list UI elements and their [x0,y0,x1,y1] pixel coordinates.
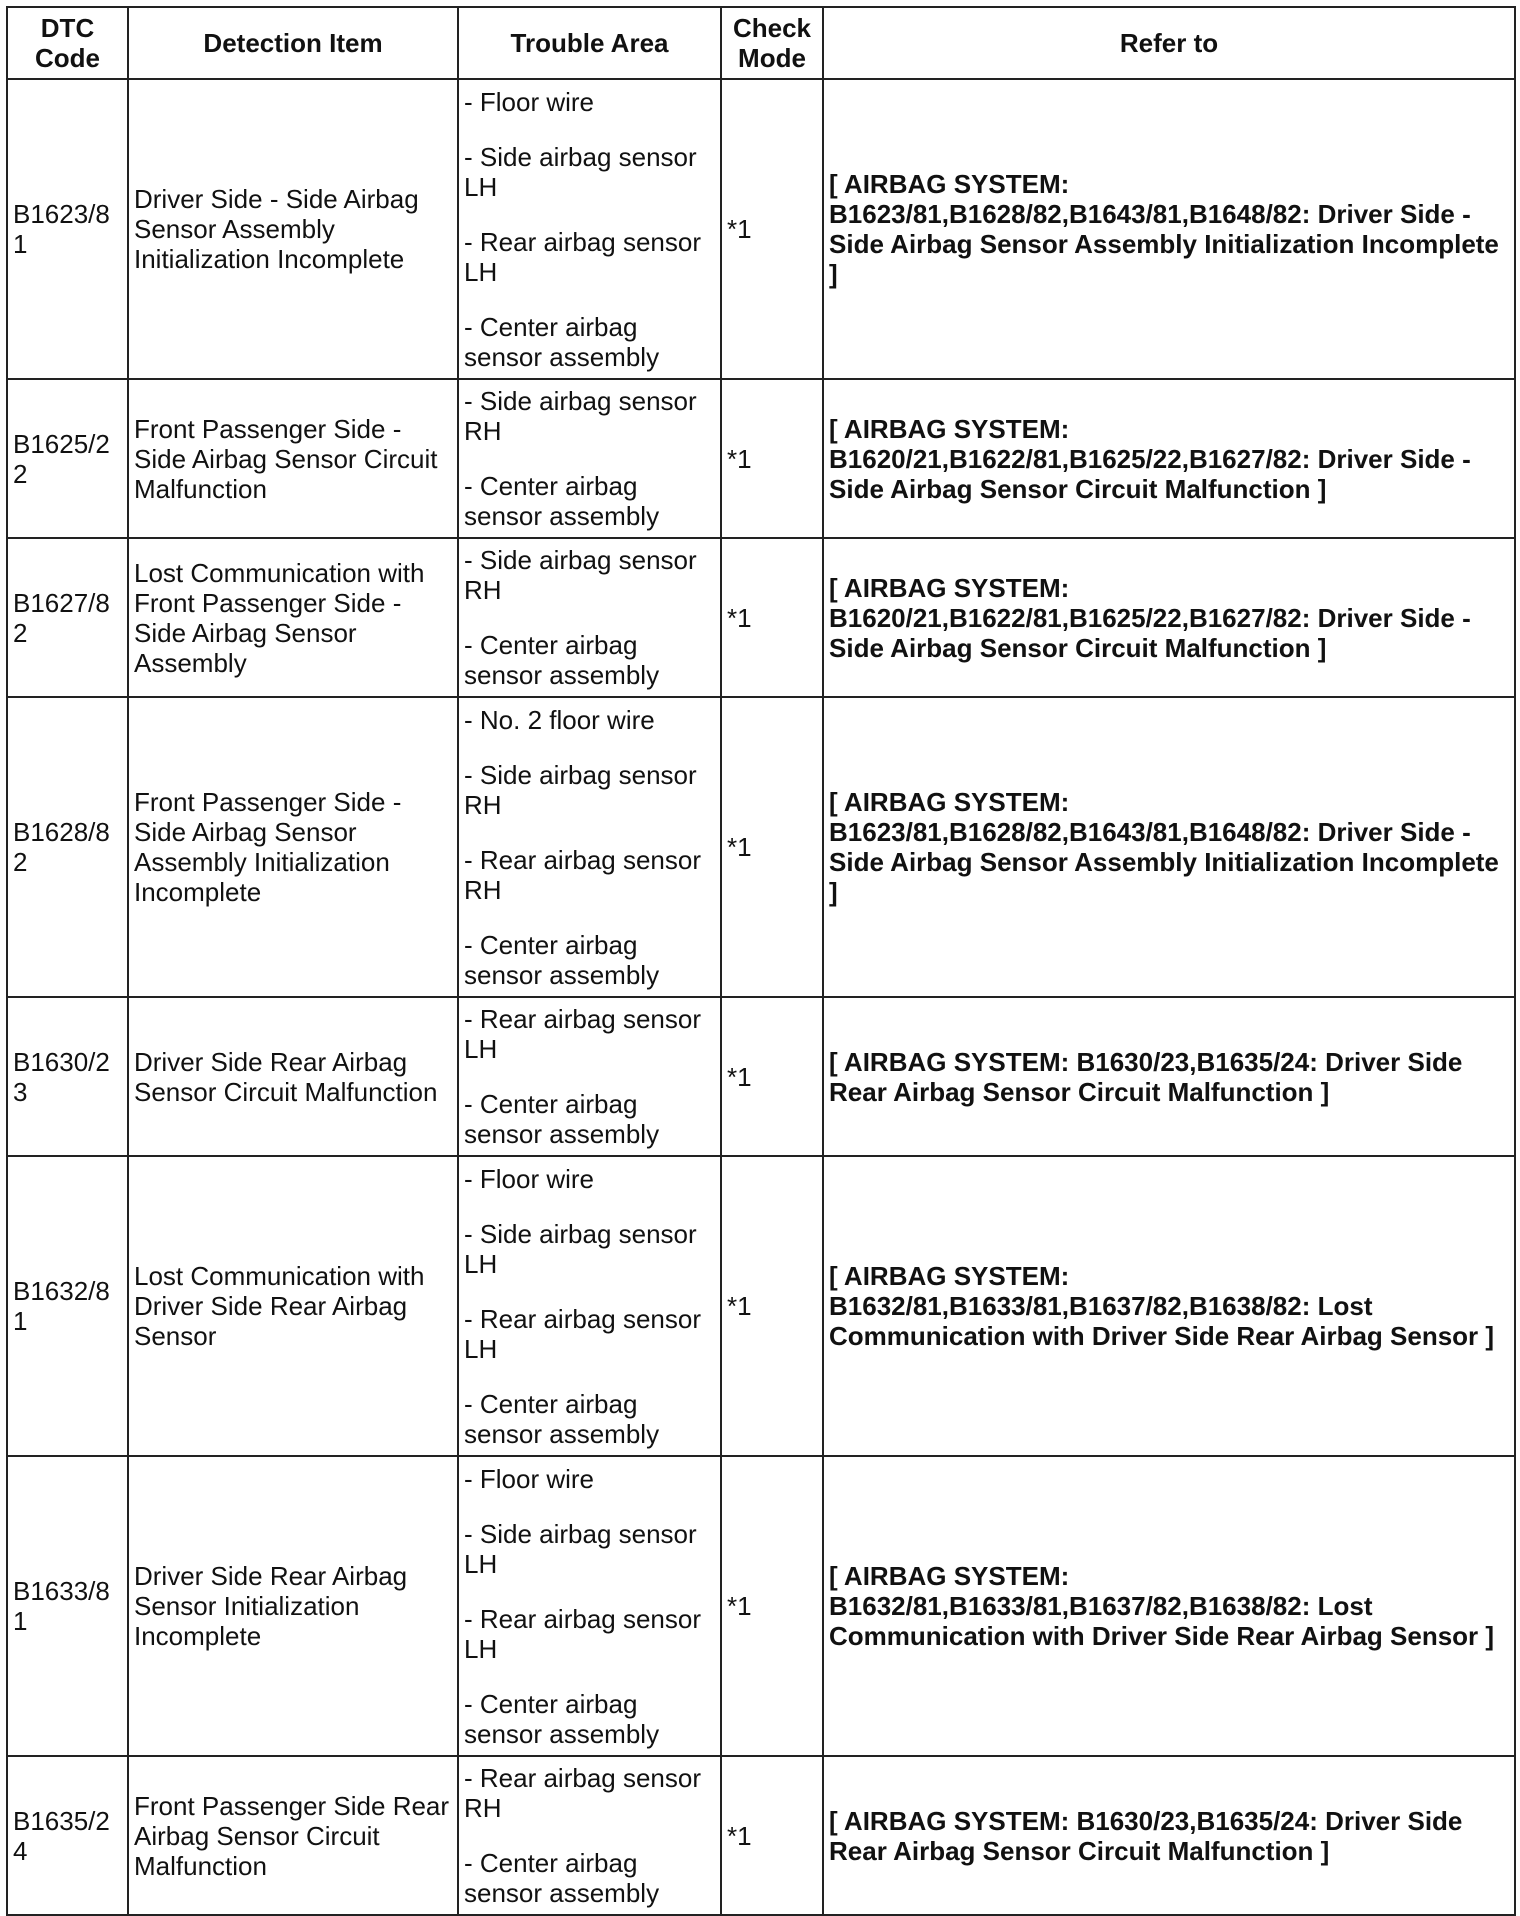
trouble-area-item: - Side airbag sensor LH [464,1518,697,1579]
trouble-area-item: - Floor wire [464,1463,595,1494]
trouble-area-item: - Center airbag sensor assembly [464,1089,660,1149]
trouble-area-item: - Center airbag sensor assembly [464,471,660,531]
trouble-area-item: - Center airbag sensor assembly [464,1848,660,1908]
table-row [7,538,1515,697]
table-body [7,79,1515,1915]
check-mode-cell: *1 [721,1456,823,1756]
header-detection-item: Detection Item [128,7,458,79]
dtc-code-cell: B1632/81 [7,1156,128,1456]
trouble-area-item: - No. 2 floor wire [464,704,655,735]
refer-to-cell: [ AIRBAG SYSTEM: B1632/81,B1633/81,B1637/82,B1638/82: Lost Communication with Driver Side Rear Airbag Sensor ] [823,1456,1515,1756]
detection-item-cell: Driver Side - Side Airbag Sensor Assembly Initialization Incomplete [128,79,458,379]
table-row [7,1156,1515,1456]
refer-to-cell: [ AIRBAG SYSTEM: B1620/21,B1622/81,B1625/22,B1627/82: Driver Side - Side Airbag Sensor Circuit Malfunction ] [823,538,1515,697]
trouble-area-cell [458,379,721,538]
trouble-area-item: - Side airbag sensor RH [464,545,697,605]
check-mode-cell: *1 [721,697,823,997]
dtc-code-cell: B1625/22 [7,379,128,538]
header-check-mode: Check Mode [721,7,823,79]
trouble-area-item: - Center airbag sensor assembly [464,1688,660,1749]
check-mode-cell: *1 [721,79,823,379]
dtc-code-cell: B1635/24 [7,1756,128,1915]
trouble-area-item: - Center airbag sensor assembly [464,311,660,372]
check-mode-cell: *1 [721,1756,823,1915]
refer-to-cell: [ AIRBAG SYSTEM: B1620/21,B1622/81,B1625/22,B1627/82: Driver Side - Side Airbag Sensor Circuit Malfunction ] [823,379,1515,538]
table-row [7,997,1515,1156]
detection-item-cell: Driver Side Rear Airbag Sensor Circuit Malfunction [128,997,458,1156]
trouble-area-cell [458,697,721,997]
header-trouble-area: Trouble Area [458,7,721,79]
trouble-area-cell [458,1756,721,1915]
trouble-area-cell [458,538,721,697]
check-mode-cell: *1 [721,997,823,1156]
refer-to-cell: [ AIRBAG SYSTEM: B1630/23,B1635/24: Driver Side Rear Airbag Sensor Circuit Malfunction ] [823,997,1515,1156]
trouble-area-item: - Center airbag sensor assembly [464,630,660,690]
trouble-area-item: - Center airbag sensor assembly [464,929,660,990]
refer-to-cell: [ AIRBAG SYSTEM: B1632/81,B1633/81,B1637/82,B1638/82: Lost Communication with Driver Side Rear Airbag Sensor ] [823,1156,1515,1456]
trouble-area-item: - Rear airbag sensor LH [464,1004,701,1064]
detection-item-cell: Front Passenger Side Rear Airbag Sensor Circuit Malfunction [128,1756,458,1915]
trouble-area-item: - Side airbag sensor LH [464,141,697,202]
trouble-area-item: - Rear airbag sensor RH [464,844,701,905]
dtc-code-cell: B1628/82 [7,697,128,997]
refer-to-cell: [ AIRBAG SYSTEM: B1623/81,B1628/82,B1643/81,B1648/82: Driver Side - Side Airbag Sensor Assembly Initialization Incomplete ] [823,697,1515,997]
table-row [7,1456,1515,1756]
detection-item-cell: Lost Communication with Front Passenger Side - Side Airbag Sensor Assembly [128,538,458,697]
dtc-code-cell: B1630/23 [7,997,128,1156]
header-row [7,7,1515,79]
trouble-area-cell [458,997,721,1156]
table-row [7,697,1515,997]
trouble-area-cell [458,1156,721,1456]
trouble-area-item: - Floor wire [464,86,595,117]
trouble-area-item: - Center airbag sensor assembly [464,1388,660,1449]
table-row [7,79,1515,379]
detection-item-cell: Lost Communication with Driver Side Rear Airbag Sensor [128,1156,458,1456]
refer-to-cell: [ AIRBAG SYSTEM: B1623/81,B1628/82,B1643/81,B1648/82: Driver Side - Side Airbag Sensor Assembly Initialization Incomplete ] [823,79,1515,379]
detection-item-cell: Front Passenger Side - Side Airbag Sensor Circuit Malfunction [128,379,458,538]
refer-to-cell: [ AIRBAG SYSTEM: B1630/23,B1635/24: Driver Side Rear Airbag Sensor Circuit Malfunction ] [823,1756,1515,1915]
detection-item-cell: Front Passenger Side - Side Airbag Sensor Assembly Initialization Incomplete [128,697,458,997]
trouble-area-item: - Rear airbag sensor RH [464,1763,701,1823]
table-row [7,1756,1515,1915]
table-row [7,379,1515,538]
dtc-code-cell: B1633/81 [7,1456,128,1756]
dtc-table [6,6,1516,1916]
trouble-area-item: - Floor wire [464,1163,595,1194]
trouble-area-item: - Rear airbag sensor LH [464,1603,701,1664]
trouble-area-item: - Side airbag sensor RH [464,386,697,446]
trouble-area-item: - Rear airbag sensor LH [464,1303,701,1364]
check-mode-cell: *1 [721,538,823,697]
trouble-area-cell [458,79,721,379]
trouble-area-item: - Rear airbag sensor LH [464,226,701,287]
check-mode-cell: *1 [721,1156,823,1456]
header-refer-to: Refer to [823,7,1515,79]
dtc-code-cell: B1623/81 [7,79,128,379]
header-dtc-code: DTC Code [7,7,128,79]
trouble-area-item: - Side airbag sensor RH [464,759,697,820]
trouble-area-item: - Side airbag sensor LH [464,1218,697,1279]
check-mode-cell: *1 [721,379,823,538]
trouble-area-cell [458,1456,721,1756]
detection-item-cell: Driver Side Rear Airbag Sensor Initialization Incomplete [128,1456,458,1756]
dtc-code-cell: B1627/82 [7,538,128,697]
